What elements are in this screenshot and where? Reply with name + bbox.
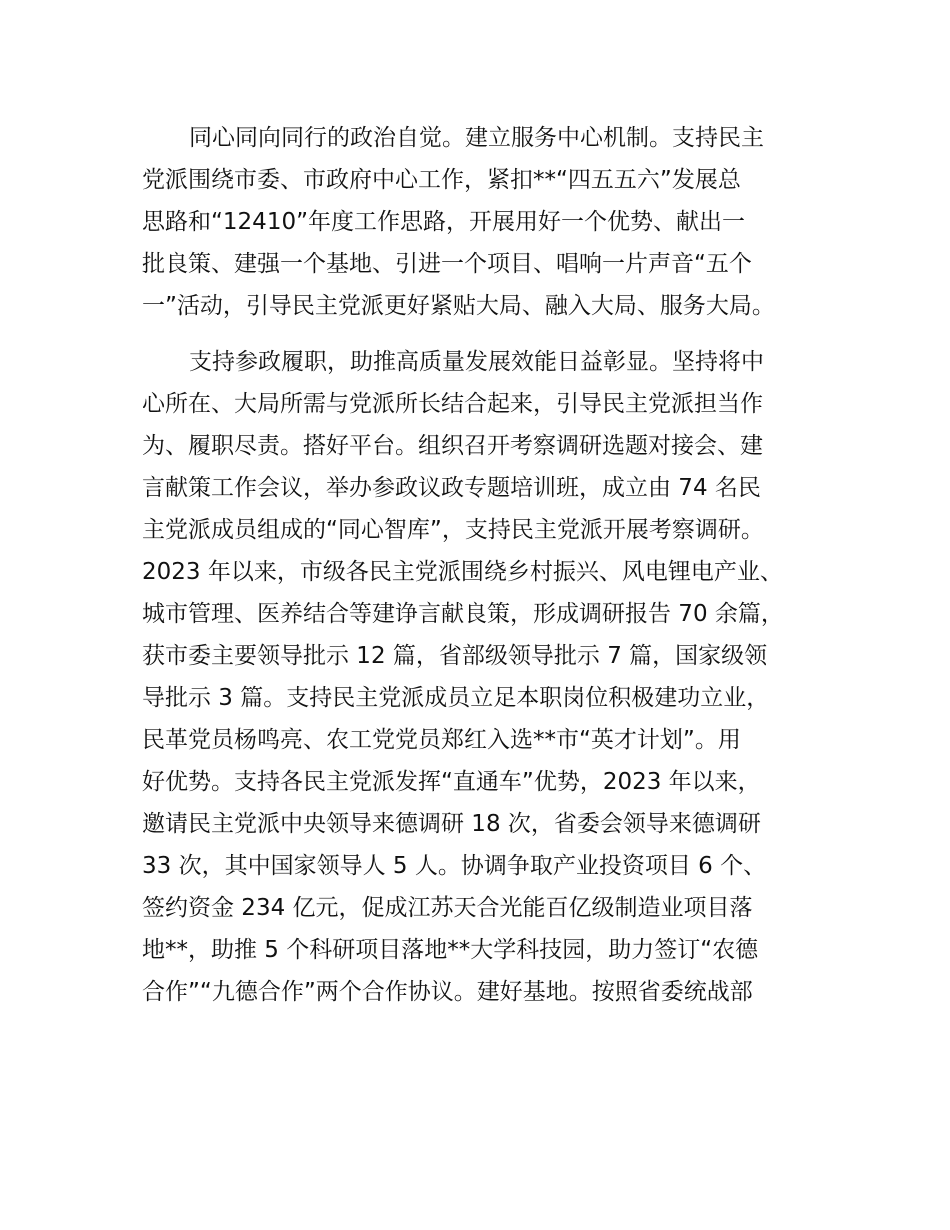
paragraph-line: 批良策、建强一个基地、引进一个项目、唱响一片声音“五个 — [142, 251, 752, 277]
paragraph-line: 言献策工作会议，举办参政议政专题培训班，成立由 74 名民 — [142, 475, 761, 501]
paragraph-line: 导批示 3 篇。支持民主党派成员立足本职岗位积极建功立业， — [142, 685, 770, 711]
paragraph-line: 邀请民主党派中央领导来德调研 18 次，省委会领导来德调研 — [142, 811, 761, 837]
paragraph-line: 同心同向同行的政治自觉。建立服务中心机制。支持民主 — [189, 125, 764, 151]
paragraph-2 — [142, 341, 842, 1013]
paragraph-line: 党派围绕市委、市政府中心工作，紧扣**“四五五六”发展总 — [142, 167, 741, 193]
paragraph-line: 签约资金 234 亿元，促成江苏天合光能百亿级制造业项目落 — [142, 895, 753, 921]
paragraph-line: 为、履职尽责。搭好平台。组织召开考察调研选题对接会、建 — [142, 433, 763, 459]
paragraph-line: 城市管理、医养结合等建诤言献良策，形成调研报告 70 余篇， — [142, 601, 784, 627]
paragraph-line: 合作”“九德合作”两个合作协议。建好基地。按照省委统战部 — [142, 979, 753, 1005]
paragraph-line: 33 次，其中国家领导人 5 人。协调争取产业投资项目 6 个、 — [142, 853, 767, 879]
paragraph-line: 2023 年以来，市级各民主党派围绕乡村振兴、风电锂电产业、 — [142, 559, 783, 585]
paragraph-line: 主党派成员组成的“同心智库”，支持民主党派开展考察调研。 — [142, 517, 764, 543]
paragraph-line: 民革党员杨鸣亮、农工党党员郑红入选**市“英才计划”。用 — [142, 727, 741, 753]
paragraph-line: 支持参政履职，助推高质量发展效能日益彰显。坚持将中 — [189, 349, 764, 375]
paragraph-line: 地**，助推 5 个科研项目落地**大学科技园，助力签订“农德 — [142, 937, 759, 963]
paragraph-1 — [142, 117, 842, 327]
paragraph-line: 一”活动，引导民主党派更好紧贴大局、融入大局、服务大局。 — [142, 293, 775, 319]
paragraph-line: 获市委主要领导批示 12 篇，省部级领导批示 7 篇，国家级领 — [142, 643, 768, 669]
paragraph-line: 思路和“12410”年度工作思路，开展用好一个优势、献出一 — [142, 209, 745, 235]
paragraph-line: 好优势。支持各民主党派发挥“直通车”优势，2023 年以来， — [142, 769, 761, 795]
paragraph-line: 心所在、大局所需与党派所长结合起来，引导民主党派担当作 — [142, 391, 763, 417]
